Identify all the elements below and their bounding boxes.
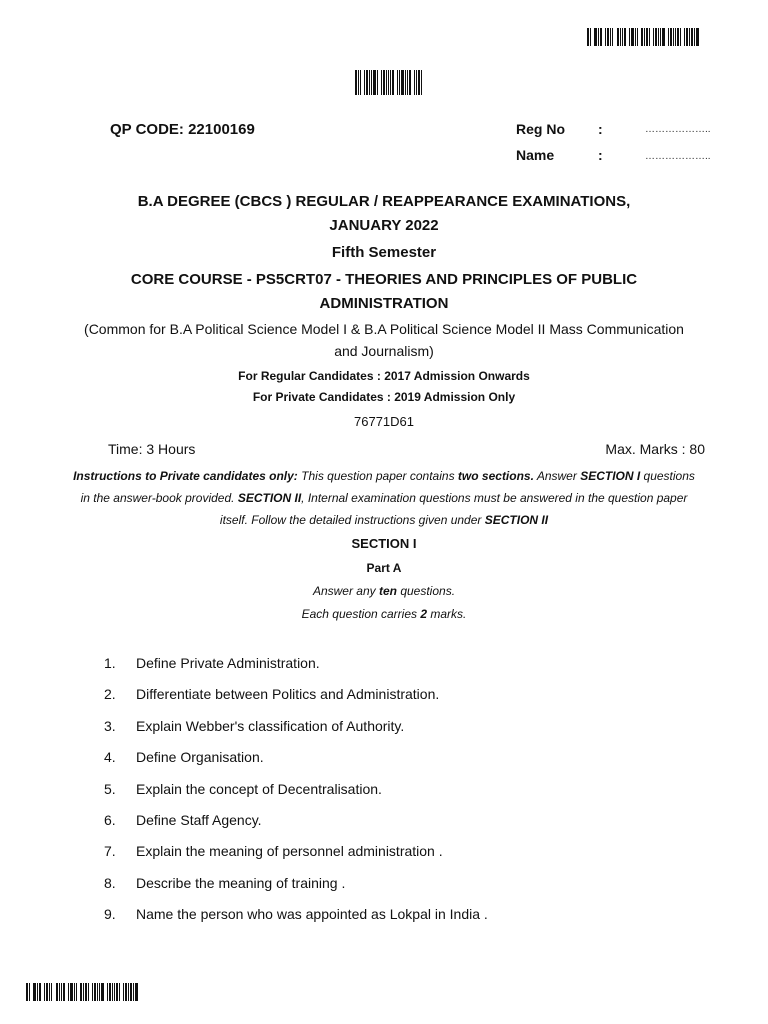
max-marks: Max. Marks : 80	[605, 441, 705, 457]
qp-code: QP CODE: 22100169	[110, 121, 255, 138]
question-text: Explain the concept of Decentralisation.	[136, 780, 382, 797]
carries-pre: Each question carries	[301, 607, 421, 621]
marks-instruction	[0, 607, 768, 621]
exam-title-line1: B.A DEGREE (CBCS ) REGULAR / REAPPEARANCE EXAMINATIONS,	[137, 193, 631, 210]
reg-no-colon: :	[598, 121, 603, 137]
question-item	[104, 781, 382, 797]
regular-candidates: For Regular Candidates : 2017 Admission Onwards	[238, 369, 530, 383]
question-item	[104, 686, 439, 702]
answer-instruction	[0, 584, 768, 598]
time-allowed: Time: 3 Hours	[108, 441, 196, 457]
instr-heading: Instructions to Private candidates only:	[73, 469, 298, 483]
course-title-line1: CORE COURSE - PS5CRT07 - THEORIES AND PRINCIPLES OF PUBLIC	[130, 271, 638, 288]
name-label: Name	[516, 147, 555, 163]
question-item	[104, 749, 264, 765]
bottom-left-barcode	[26, 983, 139, 1001]
instr-section-2-end: SECTION II	[484, 513, 549, 527]
question-text: Name the person who was appointed as Lokpal in India .	[136, 906, 488, 923]
question-text: Define Staff Agency.	[136, 812, 262, 828]
common-note-line2: and Journalism)	[334, 343, 434, 359]
question-number: 4.	[104, 749, 116, 766]
question-number: 2.	[104, 686, 116, 703]
reg-no-label: Reg No	[516, 121, 565, 137]
carries-marks: 2	[420, 607, 428, 621]
question-item	[104, 812, 262, 828]
exam-title-line2: JANUARY 2022	[329, 217, 439, 234]
section-title: SECTION I	[351, 536, 417, 551]
instr-two-sections: two sections.	[457, 469, 534, 483]
instr-text-4: , Internal examination questions must be answered in the question paper itself. Follow the detailed instructions given under	[219, 491, 688, 527]
carries-post: marks.	[427, 607, 467, 621]
question-number: 5.	[104, 780, 116, 797]
question-number: 3.	[104, 717, 116, 734]
question-text: Differentiate between Politics and Administration.	[136, 686, 440, 703]
question-item	[104, 718, 404, 734]
answer-pre: Answer any	[312, 584, 379, 598]
instr-section-2: SECTION II	[237, 491, 302, 505]
semester: Fifth Semester	[331, 244, 437, 261]
name-colon: :	[598, 147, 603, 163]
center-barcode	[355, 70, 423, 95]
question-text: Explain Webber's classification of Authority.	[136, 717, 405, 734]
part-title: Part A	[366, 561, 402, 575]
question-item	[104, 875, 345, 891]
answer-count: ten	[378, 584, 397, 598]
instr-text-1: This question paper contains	[297, 469, 458, 483]
question-number: 1.	[104, 655, 116, 671]
question-text: Describe the meaning of training .	[136, 874, 346, 891]
question-item	[104, 843, 443, 859]
name-blank: ………………..	[645, 151, 711, 162]
question-number: 7.	[104, 843, 116, 860]
question-text: Define Organisation.	[136, 749, 264, 766]
answer-post: questions.	[396, 584, 456, 598]
instr-text-2: Answer	[533, 469, 581, 483]
instr-section-1: SECTION I	[580, 469, 641, 483]
question-text: Explain the meaning of personnel administration .	[136, 843, 443, 860]
question-number: 6.	[104, 812, 116, 828]
private-instructions	[70, 465, 698, 531]
question-item	[104, 655, 320, 671]
reg-no-blank: ………………..	[645, 124, 711, 135]
common-note-line1: (Common for B.A Political Science Model I & B.A Political Science Model II Mass Communication	[84, 321, 684, 337]
question-number: 8.	[104, 874, 116, 891]
private-candidates: For Private Candidates : 2019 Admission Only	[252, 390, 516, 404]
question-item	[104, 906, 488, 922]
top-right-barcode	[587, 28, 700, 46]
instr-text-3: questions in the answer-book provided.	[80, 469, 695, 505]
question-number: 9.	[104, 906, 116, 923]
question-text: Define Private Administration.	[136, 655, 320, 671]
course-title-line2: ADMINISTRATION	[319, 295, 449, 312]
paper-code: 76771D61	[354, 414, 414, 429]
